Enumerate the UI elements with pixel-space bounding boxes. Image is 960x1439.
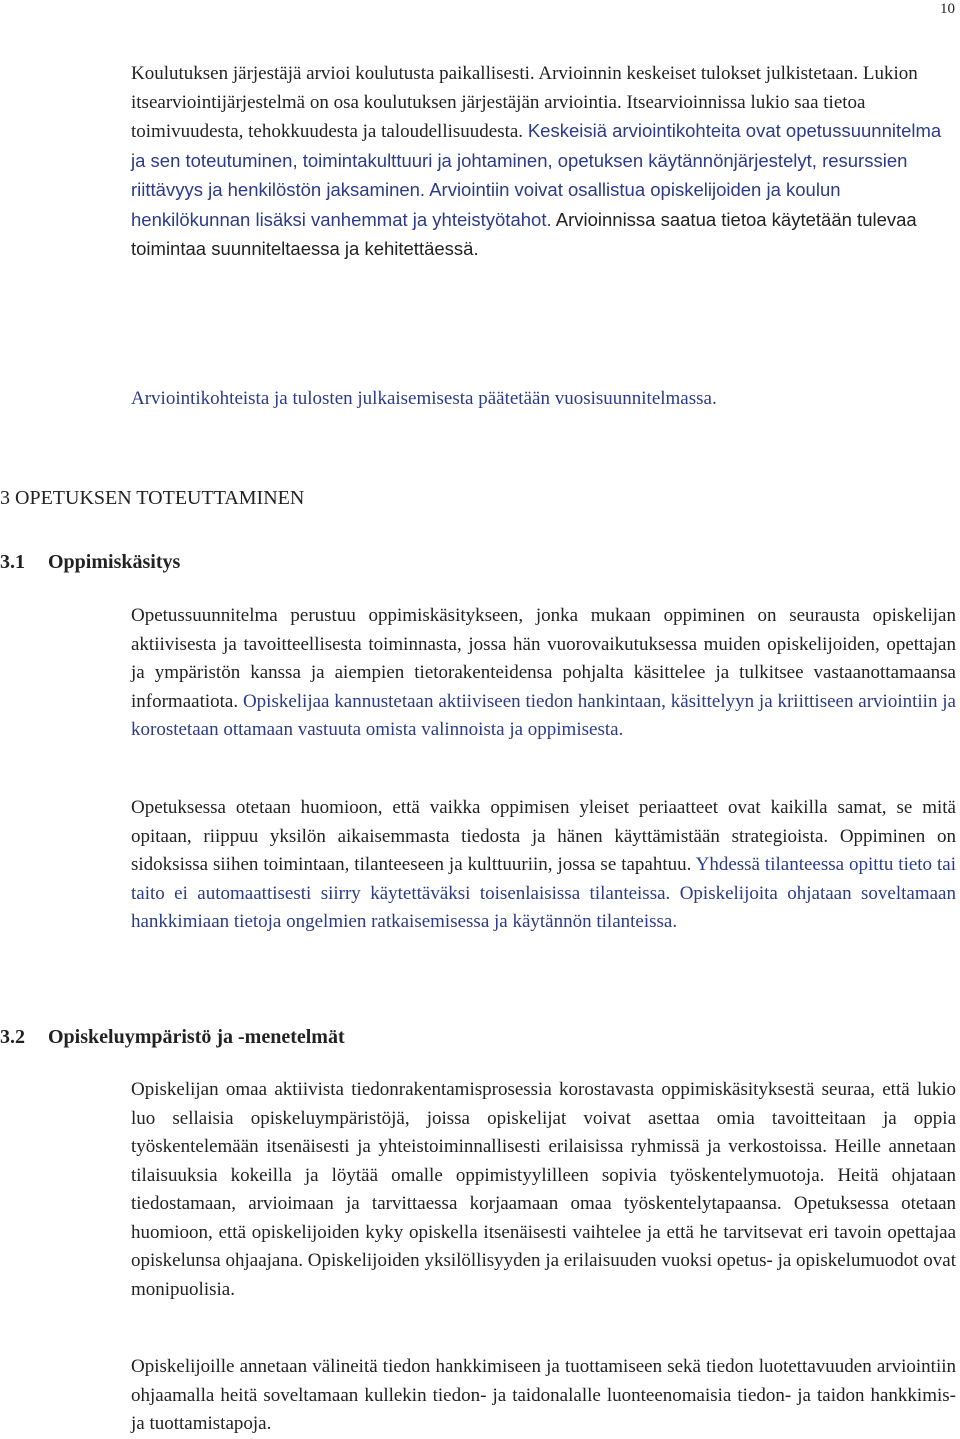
text-run: Opiskelijan omaa aktiivista tiedonrakentamisprosessia korostavasta oppimiskäsityksestä seuraa, että lukio luo sellaisia opiskeluympäristöjä, joissa opiskelijat voivat asettaa omia tavoitteitaan ja oppia työskentelemään itsenäisesti ja yhteistoiminnallisesti erilaisissa ryhmissä ja verkostoissa. Heille annetaan tilaisuuksia kokeilla ja löytää omalle oppimistyylilleen sopivia työskentelymuotoja. Heitä ohjataan tiedostamaan, arvioimaan ja tarvittaessa korjaamaan omaa työskentelytapaansa. Opetuksessa otetaan huomioon, että opiskelijoiden kyky opiskella itsenäisesti vaihtelee ja että he tarvitsevat eri tavoin opettajaa opiskelunsa ohjaajana. Opiskelijoiden yksilöllisyyden ja erilaisuuden vuoksi opetus- ja opiskelumuodot ovat monipuolisia. — [131, 1079, 956, 1300]
text-run: Keskeisiä arviointikohteita ovat opetussuunnitelma ja sen toteutuminen, toimintakulttuuri ja johtaminen, opetuksen käytännönjärjestelyt, resurssien riittävyys ja henkilöstön jaksaminen. Arviointiin voivat osallistua opiskelijoiden ja koulun henkilökunnan lisäksi vanhemmat ja yhteistyötahot. — [131, 120, 942, 230]
text-run: Koulutuksen järjestäjä arvioi koulutusta paikallisesti. Arvioinnin keskeiset tulokset julkistetaan. Lukion itsearviointijärjestelmä on osa koulutuksen järjestäjän arviointia. Itsearvioinnissa lukio saa tietoa toimivuudesta, tehokkuudesta ja taloudellisuudesta. — [131, 63, 918, 142]
paragraph-evaluation — [131, 60, 956, 265]
section-heading-learning-concept — [0, 548, 180, 576]
page-number: 10 — [940, 1, 955, 17]
text-run: Yhdessä tilanteessa opittu tieto tai taito ei automaattisesti siirry käytettäväksi toisenlaisissa tilanteissa. Opiskelijoita ohjataan soveltamaan hankkimiaan tietoja ongelmien ratkaisemisessa ja käytännön tilanteissa. — [131, 854, 956, 932]
section-heading-study-environment — [0, 1023, 345, 1051]
text-run: Opiskelijaa kannustetaan aktiiviseen tiedon hankintaan, käsittelyyn ja kriittiseen arviointiin ja korostetaan ottamaan vastuuta omista valinnoista ja oppimisesta. — [131, 690, 956, 740]
paragraph-information-tools — [131, 1353, 956, 1439]
text-run: Opetuksessa otetaan huomioon, että vaikka oppimisen yleiset periaatteet ovat kaikilla samat, se mitä opitaan, riippuu yksilön aikaisemmasta tiedosta ja hänen käyttämistään strategioista. Oppiminen on sidoksissa siihen toimintaan, tilanteeseen ja kulttuuriin, jossa se tapahtuu. — [131, 797, 956, 875]
text-run: Arviointikohteista ja tulosten julkaisemisesta päätetään vuosisuunnitelmassa. — [131, 388, 717, 409]
text-run: Opiskelijoille annetaan välineitä tiedon hankkimiseen ja tuottamiseen sekä tiedon luotettavuuden arviointiin ohjaamalla heitä soveltamaan kullekin tiedon- ja taidonalalle luonteenomaisia tiedon- ja taidon hankkimis- ja tuottamistapoja. — [131, 1356, 956, 1434]
paragraph-learning-concept — [131, 602, 956, 745]
text-run: Arvioinnissa saatua tietoa käytetään tulevaa toimintaa suunniteltaessa ja kehitettäessä. — [131, 208, 917, 259]
paragraph-study-environment — [131, 1076, 956, 1304]
section-number: 3.1 — [0, 551, 25, 573]
text-run: Opetussuunnitelma perustuu oppimiskäsitykseen, jonka mukaan oppiminen on seurausta opiskelijan aktiivisesta ja tavoitteellisesta toiminnasta, jossa hän vuorovaikutuksessa muiden opiskelijoiden, opettajan ja ympäristön kanssa ja aiempien tietorakenteidensa pohjalta käsittelee ja tulkitsee vastaanottamaansa informaatiota. — [131, 605, 956, 712]
paragraph-learning-context — [131, 794, 956, 937]
section-number: 3.2 — [0, 1026, 25, 1048]
section-title: Oppimiskäsitys — [48, 551, 181, 573]
chapter-heading: 3 OPETUKSEN TOTEUTTAMINEN — [0, 487, 305, 509]
section-title: Opiskeluympäristö ja -menetelmät — [48, 1026, 345, 1048]
paragraph-evaluation-targets — [131, 385, 956, 414]
